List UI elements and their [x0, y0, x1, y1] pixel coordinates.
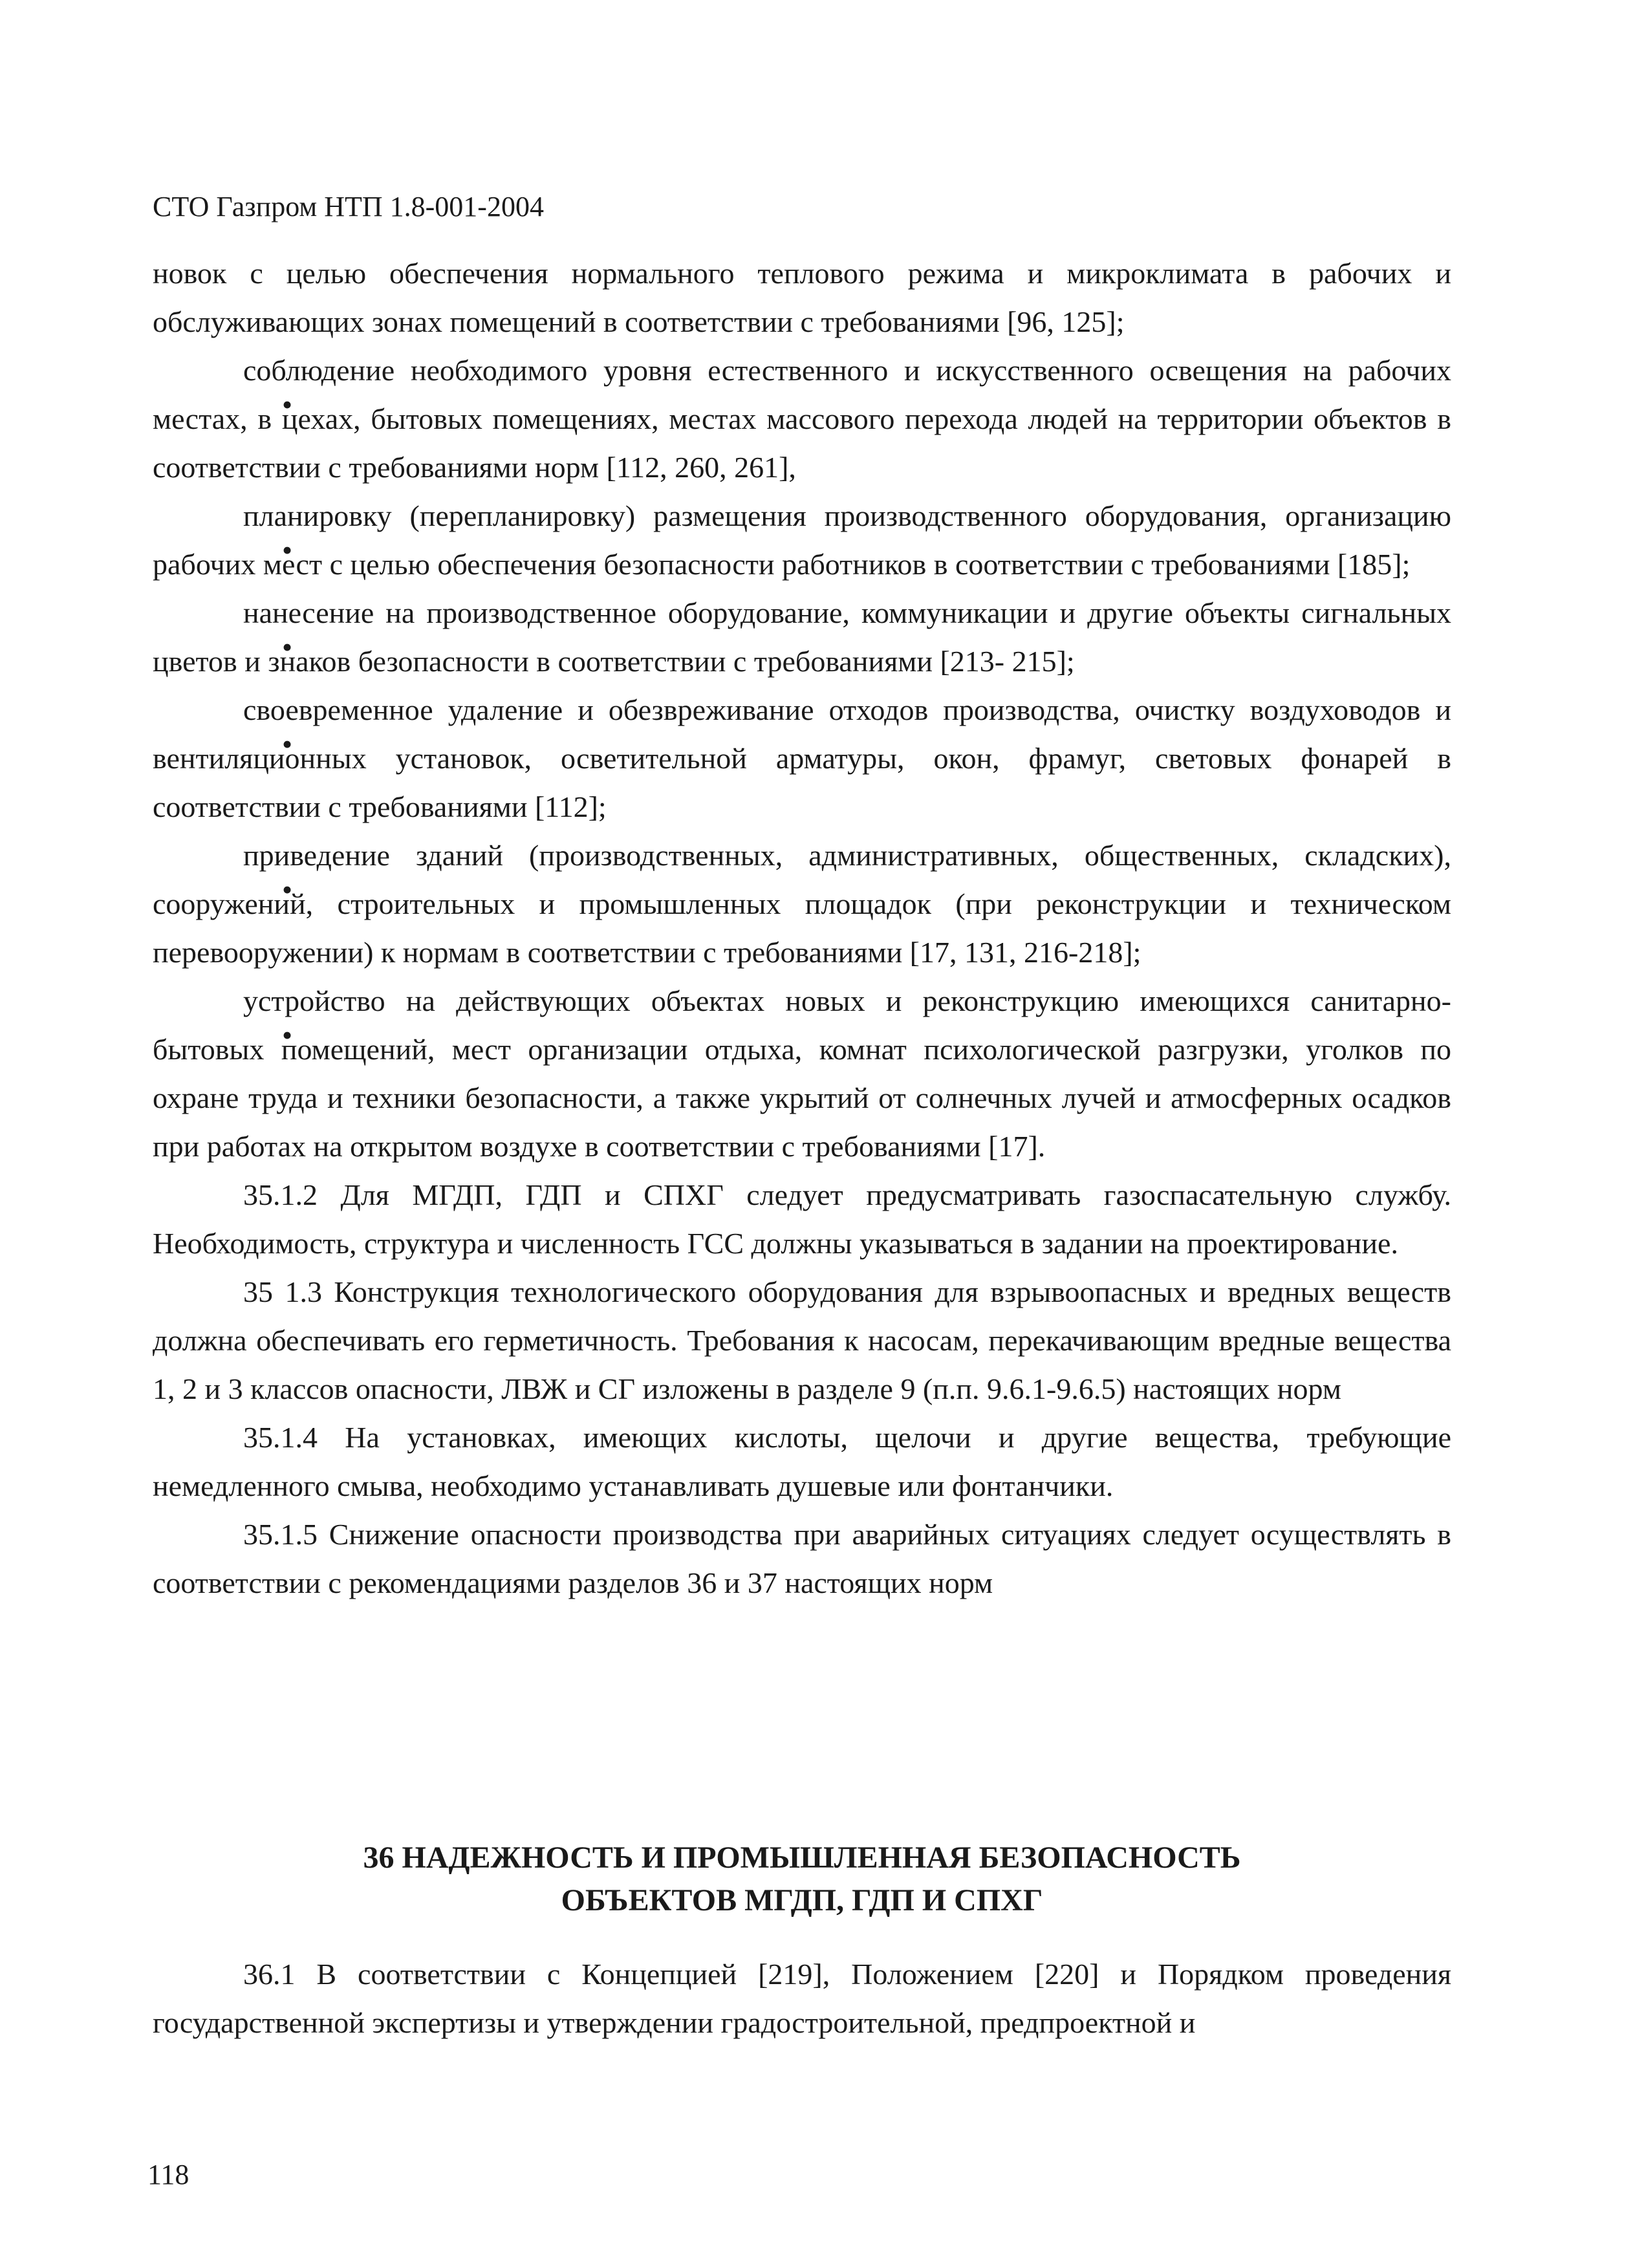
bullet-text: устройство на действующих объектах новых и реконструкцию имеющихся санитарно-бытовых помещений, мест организации отдыха, комнат психологической разгрузки, уголков по охране труда и техники безопасности, а также укрытий от солнечных лучей и атмосферных осадков при работах на открытом воздухе в соответствии с требованиями [17].: [153, 984, 1451, 1163]
section-heading: [153, 1837, 1451, 1922]
bullet-item: [153, 977, 1451, 1171]
paragraph-35-1-4: 35.1.4 На установках, имеющих кислоты, щелочи и другие вещества, требующие немедленного смыва, необходимо устанавливать душевые или фонтанчики.: [153, 1421, 1451, 1502]
paragraph-35-1-5: 35.1.5 Снижение опасности производства при аварийных ситуациях следует осуществлять в соответствии с рекомендациями разделов 36 и 37 настоящих норм: [153, 1518, 1451, 1599]
paragraph-35-1-2: 35.1.2 Для МГДП, ГДП и СПХГ следует предусматривать газоспасательную службу. Необходимость, структура и численность ГСС должны указываться в задании на проектирование.: [153, 1178, 1451, 1260]
section-heading-line-1: 36 НАДЕЖНОСТЬ И ПРОМЫШЛЕННАЯ БЕЗОПАСНОСТЬ: [363, 1841, 1241, 1875]
page-number: 118: [147, 2159, 189, 2190]
bullet-text: приведение зданий (производственных, административных, общественных, складских), сооружений, строительных и промышленных площадок (при реконструкции и техническом перевооружении) к нормам в соответствии с требованиями [17, 131, 216-218];: [153, 839, 1451, 969]
bullet-item: [153, 589, 1451, 686]
bullet-item: [153, 831, 1451, 977]
paragraph-35-1-3: 35 1.3 Конструкция технологического оборудования для взрывоопасных и вредных веществ должна обеспечивать его герметичность. Требования к насосам, перекачивающим вредные вещества 1, 2 и 3 классов опасности, ЛВЖ и СГ изложены в разделе 9 (п.п. 9.6.1-9.6.5) настоящих норм: [153, 1275, 1451, 1405]
bullet-text: своевременное удаление и обезвреживание отходов производства, очистку воздуховодов и вентиляционных установок, осветительной арматуры, окон, фрамуг, световых фонарей в соответствии с требованиями [112];: [153, 693, 1451, 823]
bullet-item: [153, 686, 1451, 831]
bullet-text: соблюдение необходимого уровня естественного и искусственного освещения на рабочих местах, в цехах, бытовых помещениях, местах массового перехода людей на территории объектов в соответствии с требованиями норм [112, 260, 261],: [153, 354, 1451, 484]
bullet-text: нанесение на производственное оборудование, коммуникации и другие объекты сигнальных цветов и знаков безопасности в соответствии с требованиями [213- 215];: [153, 596, 1451, 678]
section-body: [153, 1950, 1451, 2047]
bullet-text: планировку (перепланировку) размещения производственного оборудования, организацию рабочих мест с целью обеспечения безопасности работников в соответствии с требованиями [185];: [153, 499, 1451, 581]
section-heading-line-2: ОБЪЕКТОВ МГДП, ГДП И СПХГ: [561, 1883, 1043, 1917]
bullet-item: [153, 491, 1451, 589]
paragraph-36-1: 36.1 В соответствии с Концепцией [219], Положением [220] и Порядком проведения государственной экспертизы и утверждении градостроительной, предпроектной и: [153, 1958, 1451, 2039]
document-code-header: СТО Газпром НТП 1.8-001-2004: [153, 191, 544, 222]
paragraph-continuation: новок с целью обеспечения нормального теплового режима и микроклимата в рабочих и обслуживающих зонах помещений в соответствии с требованиями [96, 125];: [153, 257, 1451, 338]
bullet-item: [153, 346, 1451, 491]
page-body: [153, 249, 1451, 1607]
